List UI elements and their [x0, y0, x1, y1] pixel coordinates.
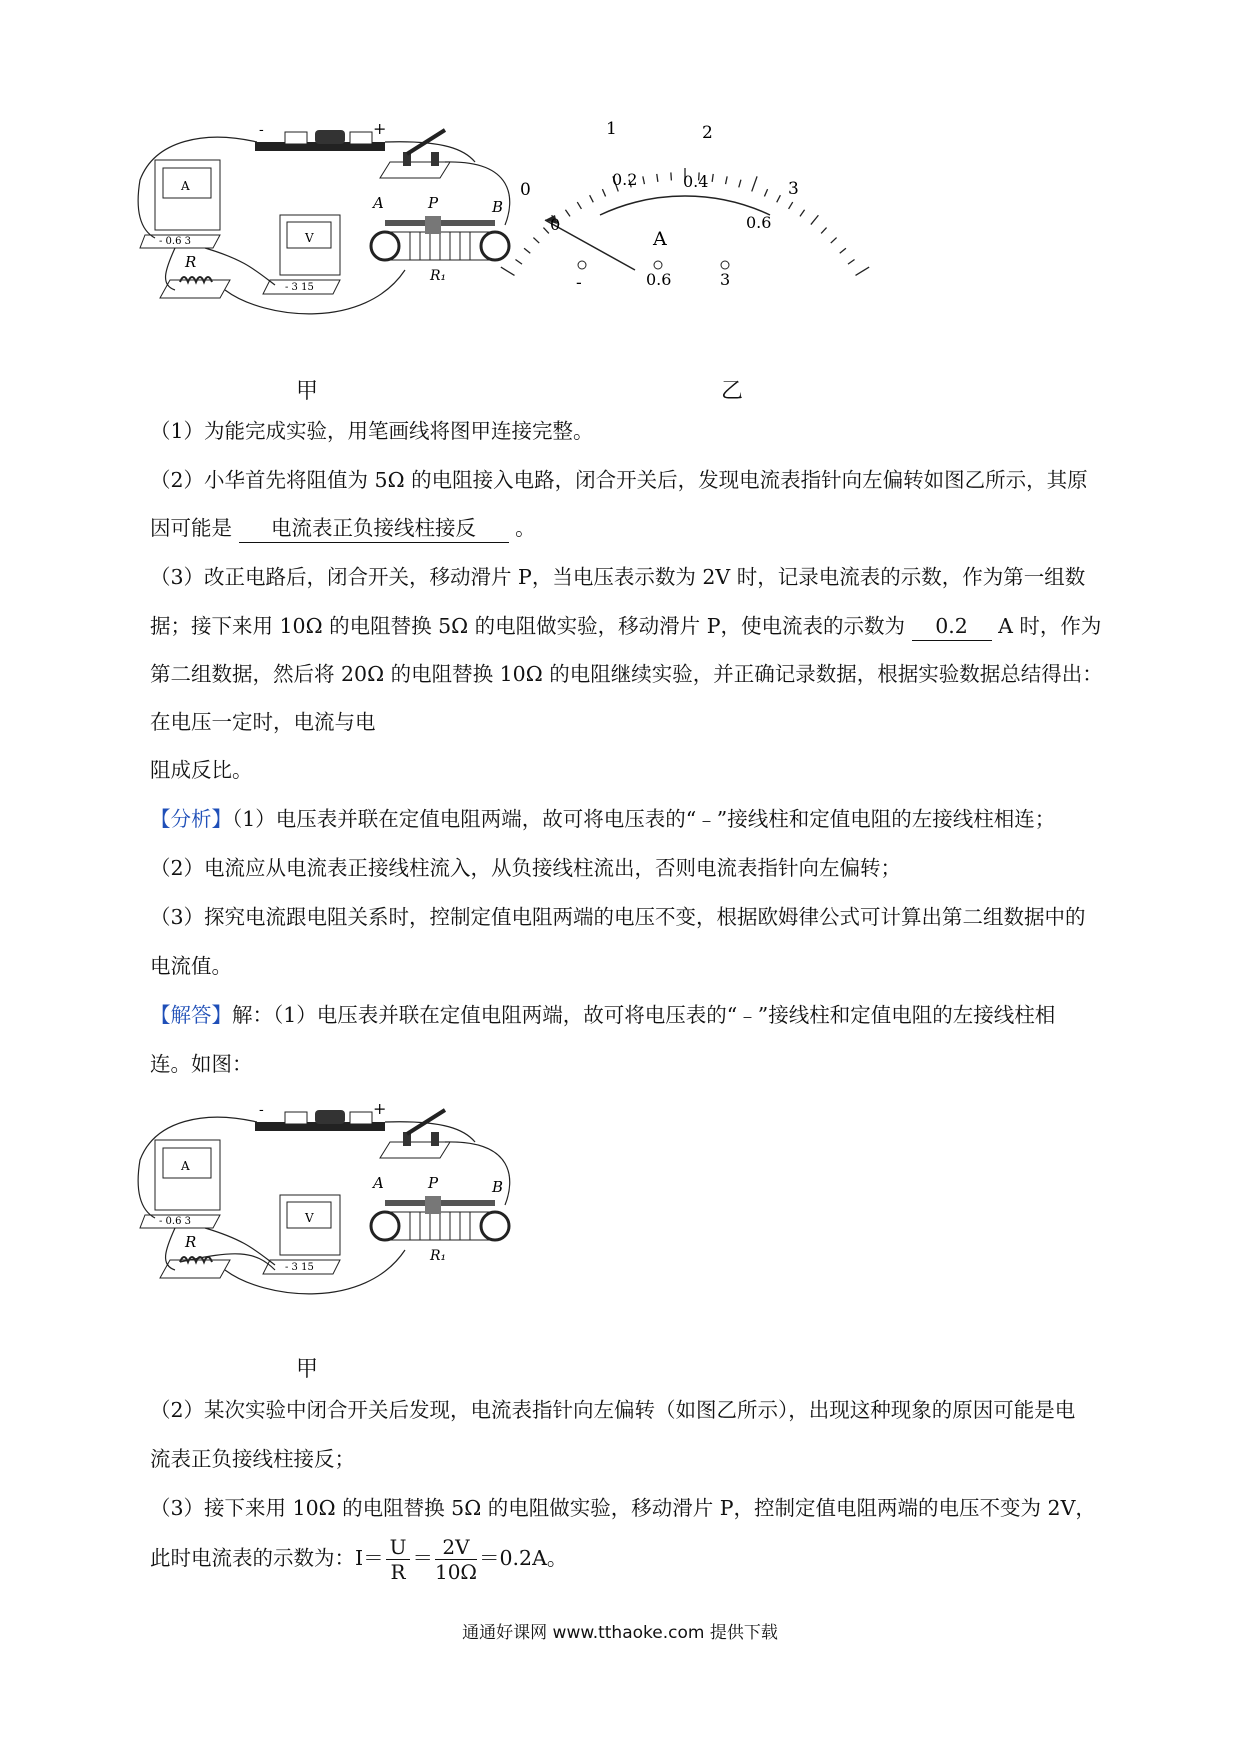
solution-line-5: （3）接下来用 10Ω 的电阻替换 5Ω 的电阻做实验，移动滑片 P，控制定值电阻两端的电压不变为 2V， [150, 1496, 1096, 1520]
dial-top-3: 3 [788, 179, 799, 199]
svg-text:A: A [373, 1174, 384, 1192]
dial-tick [848, 259, 855, 264]
solution-tag: 【解答】 [150, 1003, 232, 1027]
dial-tick [726, 176, 728, 184]
frac1-den: R [390, 1560, 406, 1584]
terminal-3: 3 [720, 270, 731, 289]
svg-text:- 3 15: - 3 15 [285, 1262, 314, 1273]
circuit-diagram-2 [145, 1100, 585, 1350]
voltmeter-icon [263, 1195, 340, 1274]
rheostat-icon [371, 194, 509, 284]
battery-icon [255, 119, 386, 151]
dial-tick [831, 238, 837, 243]
dial-bottom-0: 0 [550, 215, 561, 234]
figure-2-caption: 乙 [720, 379, 743, 404]
terminal-06: 0.6 [646, 270, 672, 289]
question-3-line-1: （3）改正电路后，闭合开关，移动滑片 P，当电压表示数为 2V 时，记录电流表的示数，作为第一组数 [150, 565, 1086, 589]
circuit-diagram-1 [145, 120, 585, 370]
frac2-num: 2V [435, 1535, 477, 1560]
frac1-num: U [386, 1535, 411, 1560]
dial-tick [840, 248, 846, 253]
dial-top-2: 2 [702, 123, 713, 143]
dial-tick [777, 195, 781, 202]
figure-3-caption: 甲 [295, 1357, 318, 1382]
svg-text:R: R [185, 1233, 197, 1251]
fraction-2v-over-10 [435, 1535, 477, 1584]
analysis-text-1: （1）电压表并联在定值电阻两端，故可将电压表的“﹣”接线柱和定值电阻的左接线柱相连； [232, 807, 1056, 831]
question-1: （1）为能完成实验，用笔画线将图甲连接完整。 [150, 419, 594, 443]
solution-line-1 [150, 1001, 1055, 1029]
svg-text:V: V [305, 1211, 314, 1225]
dial-tick [752, 176, 757, 191]
dial-bottom-1: 0.2 [612, 170, 638, 189]
battery-icon [255, 1099, 386, 1131]
frac2-den: 10Ω [434, 1560, 477, 1584]
svg-text:A: A [373, 194, 384, 212]
solution-eq-suffix: ＝0.2A。 [479, 1546, 568, 1570]
ammeter-icon [140, 160, 220, 248]
figure-1-caption: 甲 [295, 379, 318, 404]
question-3-line-5: 阻成反比。 [150, 758, 253, 782]
solution-line-6 [150, 1533, 567, 1584]
dial-bottom-2: 0.4 [683, 172, 709, 191]
dial-bottom-3: 0.6 [746, 213, 772, 232]
svg-text:P: P [428, 194, 439, 212]
svg-text:- 3 15: - 3 15 [285, 282, 314, 293]
question-3-line-3: 第二组数据，然后将 20Ω 的电阻替换 10Ω 的电阻继续实验，并正确记录数据，根据实验数据总结得出： [150, 662, 1103, 686]
solution-eq-prefix: 此时电流表的示数为：I＝ [150, 1546, 384, 1570]
question-2-line-1: （2）小华首先将阻值为 5Ω 的电阻接入电路，闭合开关后，发现电流表指针向左偏转如图乙所示，其原 [150, 468, 1088, 492]
dial-arc [600, 196, 770, 215]
analysis-line-4: 电流值。 [150, 954, 232, 978]
svg-text:+: + [373, 1099, 387, 1118]
dial-unit: A [653, 228, 667, 250]
question-3-prefix: 据；接下来用 10Ω 的电阻替换 5Ω 的电阻做实验，移动滑片 P，使电流表的示数为 [150, 614, 905, 638]
dial-tick [789, 202, 793, 209]
analysis-line-3: （3）探究电流跟电阻关系时，控制定值电阻两端的电压不变，根据欧姆律公式可计算出第二组数据中的 [150, 905, 1086, 929]
ammeter-dial [520, 119, 910, 340]
solution-line-4: 流表正负接线柱接反； [150, 1447, 355, 1471]
dial-tick [712, 174, 713, 182]
question-2-line-2 [150, 514, 536, 543]
dial-tick [671, 172, 672, 180]
page-footer: 通通好课网 www.tthaoke.com 提供下载 [462, 1623, 778, 1643]
solution-eq-sign: ＝ [412, 1546, 433, 1570]
dial-tick [602, 189, 605, 196]
svg-text:-: - [259, 1102, 264, 1118]
question-2-answer: 电流表正负接线柱接反 [239, 514, 509, 543]
svg-text:R₁: R₁ [430, 1248, 447, 1264]
svg-text:- 0.6 3: - 0.6 3 [159, 236, 192, 247]
analysis-line-2: （2）电流应从电流表正接线柱流入，从负接线柱流出，否则电流表指针向左偏转； [150, 856, 902, 880]
svg-text:- 0.6 3: - 0.6 3 [159, 1216, 192, 1227]
ammeter-icon [140, 1140, 220, 1228]
dial-tick [811, 215, 819, 224]
dial-tick [657, 174, 658, 182]
voltmeter-icon [263, 215, 340, 294]
svg-text:-: - [259, 122, 264, 138]
svg-text:P: P [428, 1174, 439, 1192]
question-3-answer: 0.2 [912, 612, 992, 641]
dial-tick [821, 228, 826, 234]
svg-text:B: B [492, 198, 504, 216]
question-3-line-4: 在电压一定时，电流与电 [150, 710, 376, 734]
rheostat-icon [371, 1174, 509, 1264]
svg-text:A: A [181, 1159, 190, 1173]
dial-top-1: 1 [606, 119, 617, 139]
analysis-tag: 【分析】 [150, 807, 232, 831]
switch-icon [380, 1110, 450, 1158]
svg-text:B: B [492, 1178, 504, 1196]
dial-tick [565, 210, 570, 217]
fraction-u-over-r [386, 1535, 411, 1584]
svg-text:R₁: R₁ [430, 268, 447, 284]
dial-top-0: 0 [520, 180, 531, 200]
dial-tick [856, 267, 870, 275]
svg-text:V: V [305, 231, 314, 245]
svg-text:A: A [181, 179, 190, 193]
svg-text:R: R [185, 253, 197, 271]
question-3-suffix: A 时，作为 [998, 614, 1102, 638]
dial-tick [800, 210, 805, 217]
svg-text:+: + [373, 119, 387, 138]
terminal-minus: - [576, 273, 582, 293]
switch-icon [380, 130, 450, 178]
question-2-suffix: 。 [515, 516, 536, 540]
solution-text-1: 解：（1）电压表并联在定值电阻两端，故可将电压表的“﹣”接线柱和定值电阻的左接线柱相 [232, 1003, 1056, 1027]
question-3-line-2 [150, 612, 1101, 641]
dial-tick [764, 189, 767, 196]
dial-tick [739, 180, 741, 188]
question-2-prefix: 因可能是 [150, 516, 232, 540]
dial-tick [590, 195, 594, 202]
dial-tick [577, 202, 581, 209]
solution-line-2: 连。如图： [150, 1052, 253, 1076]
solution-line-3: （2）某次实验中闭合开关后发现，电流表指针向左偏转（如图乙所示），出现这种现象的原因可能是电 [150, 1398, 1076, 1422]
dial-tick [643, 176, 645, 184]
analysis-line-1 [150, 805, 1055, 833]
